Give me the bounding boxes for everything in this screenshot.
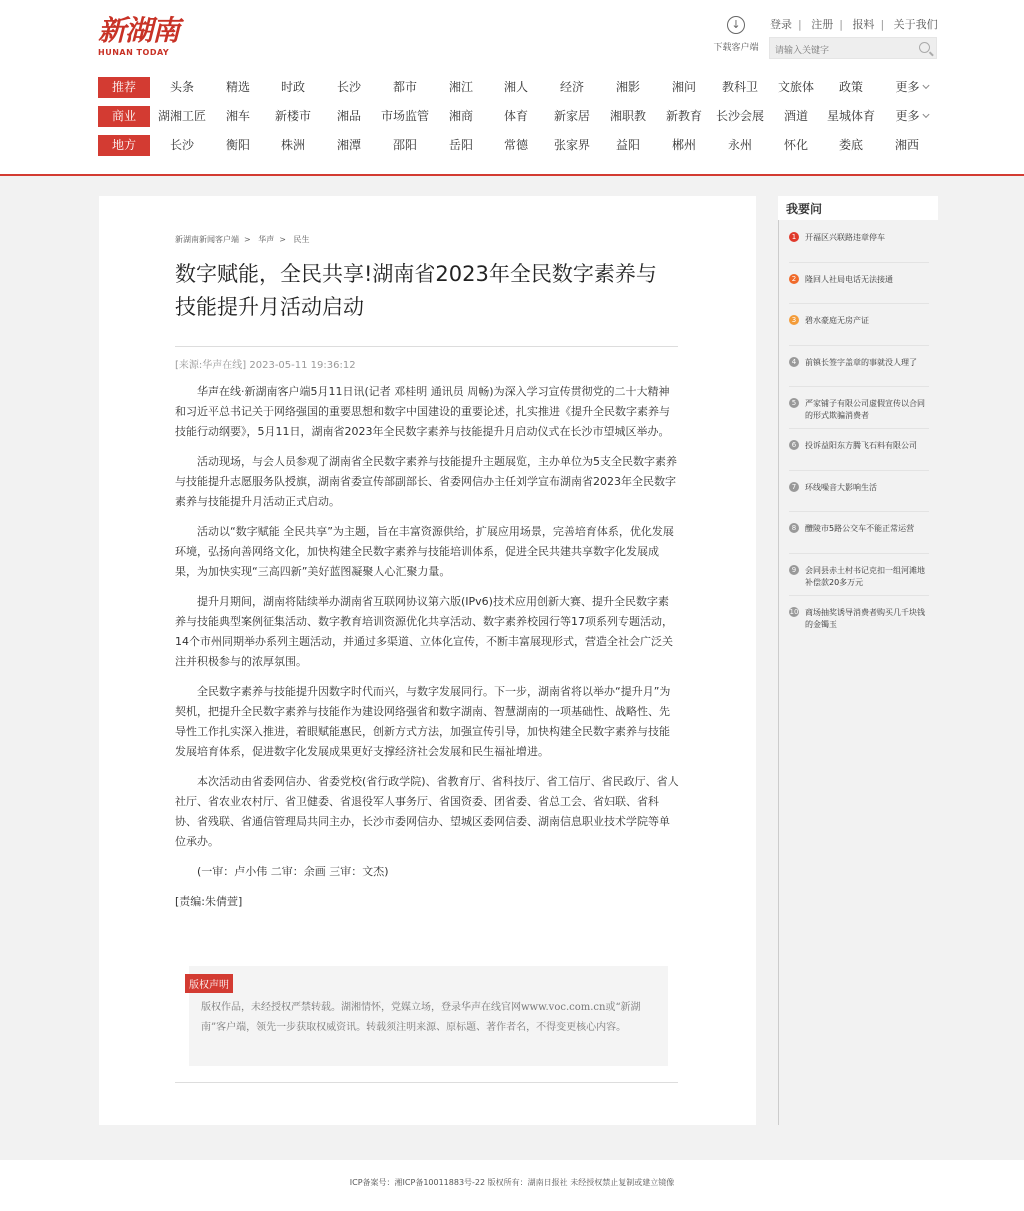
rank-badge: 8	[789, 523, 799, 533]
sidebar-item-text: 开福区兴联路违章停车	[805, 233, 885, 242]
site-header	[0, 0, 1024, 176]
nav-more-1[interactable]	[895, 77, 928, 98]
download-icon: ↓	[727, 16, 745, 34]
divider	[789, 595, 929, 596]
nav-item[interactable]: 长沙	[169, 138, 195, 152]
nav-item[interactable]: 张家界	[553, 138, 591, 152]
sidebar-item[interactable]	[789, 398, 929, 422]
editor-line: [责编:朱倩萱]	[175, 895, 243, 908]
paragraph: 活动以“数字赋能 全民共享”为主题，旨在丰富资源供给，扩展应用场景，完善培育体系，优化发展环境，弘扬向善网络文化，加快构建全民数字素养与技能培训体系，促进全民共建共享数字化发展成果，为加快实现“三高四新”美好蓝图凝聚人心汇聚力量。	[175, 525, 674, 578]
nav-item[interactable]: 郴州	[671, 138, 697, 152]
copyright-tag: 版权声明	[185, 974, 233, 993]
nav-item[interactable]: 益阳	[615, 138, 641, 152]
sidebar-item-text: 商场抽奖诱导消费者购买几千块钱的金镯玉	[805, 608, 925, 629]
nav-item[interactable]: 政策	[838, 80, 864, 94]
nav-tag-local[interactable]: 地方	[98, 135, 150, 156]
divider	[175, 346, 678, 347]
nav-item[interactable]: 湖湘工匠	[157, 109, 207, 123]
about-link[interactable]: 关于我们	[893, 18, 938, 31]
nav-item[interactable]: 永州	[727, 138, 753, 152]
nav-item[interactable]: 衡阳	[225, 138, 251, 152]
download-label: 下载客户端	[713, 43, 759, 53]
rank-badge: 2	[789, 274, 799, 284]
nav-more-label: 更多	[895, 109, 920, 123]
source-suffix: ]	[242, 360, 247, 371]
chevron-down-icon	[922, 82, 929, 89]
nav-item[interactable]: 市场监管	[380, 109, 430, 123]
report-link[interactable]: 报料	[852, 18, 875, 31]
site-footer	[0, 1160, 1024, 1211]
nav-item[interactable]: 长沙会展	[715, 109, 765, 123]
rank-badge: 6	[789, 440, 799, 450]
rank-badge: 9	[789, 565, 799, 575]
login-link[interactable]: 登录	[770, 18, 792, 31]
nav-item[interactable]: 长沙	[336, 80, 362, 94]
nav-more-label: 更多	[895, 80, 920, 94]
nav-item[interactable]: 湘车	[225, 109, 251, 123]
top-links: 登录 | 注册 | 报料 | 关于我们	[770, 18, 938, 31]
nav-item[interactable]: 都市	[392, 80, 418, 94]
paragraph: 活动现场，与会人员参观了湖南省全民数字素养与技能提升主题展览，主办单位为5支全民数字素养与技能提升志愿服务队授旗，湖南省委宣传部副部长、省委网信办主任刘学宣布湖南省2023年全民数字素养与技能提升月活动正式启动。	[175, 455, 677, 508]
sidebar-item[interactable]	[789, 440, 929, 452]
article-meta	[175, 356, 356, 371]
reviewers-line: (一审：卢小伟 二审：余画 三审：文杰)	[197, 865, 389, 878]
logo-text-en: HUNAN TODAY	[98, 48, 170, 57]
nav-row-recommend	[98, 77, 938, 99]
sidebar-item-text: 隆回人社局电话无法接通	[805, 275, 893, 284]
publish-datetime: 2023-05-11 19:36:12	[249, 360, 356, 371]
rank-badge: 1	[789, 232, 799, 242]
nav-item[interactable]: 湘影	[615, 80, 641, 94]
nav-item[interactable]: 酒道	[783, 109, 809, 123]
nav-item[interactable]: 精选	[225, 80, 251, 94]
nav-item[interactable]: 新教育	[665, 109, 703, 123]
sidebar-item-text: 会同县赤土村书记克扣一组河滩地补偿款20多万元	[805, 566, 925, 587]
nav-item[interactable]: 湘商	[448, 109, 474, 123]
rank-badge: 4	[789, 357, 799, 367]
divider	[789, 262, 929, 263]
sidebar-item-text: 前镇长签字盖章的事就没人理了	[805, 358, 917, 367]
rank-badge: 3	[789, 315, 799, 325]
nav-item[interactable]: 湘潭	[336, 138, 362, 152]
nav-item[interactable]: 湘西	[894, 138, 920, 152]
nav-item[interactable]: 文旅体	[777, 80, 815, 94]
copyright-notice	[189, 966, 668, 1066]
nav-item[interactable]: 经济	[559, 80, 585, 94]
nav-tag-business[interactable]: 商业	[98, 106, 150, 127]
nav-row-business	[98, 106, 938, 128]
nav-item[interactable]: 头条	[169, 80, 195, 94]
breadcrumb-item[interactable]: 华声	[258, 235, 275, 244]
sidebar-item[interactable]	[789, 523, 929, 535]
paragraph: 提升月期间，湖南将陆续举办湖南省互联网协议第六版(IPv6)技术应用创新大赛、提升全民数字素养与技能典型案例征集活动、数字教育培训资源优化共享活动、数字素养校园行等17项系列专题活动，14个市州同期举办系列主题活动，并通过多渠道、立体化宣传，不断丰富展现形式，营造全社会广泛关注并积极参与的浓厚氛围。	[175, 595, 673, 668]
search-input[interactable]	[770, 41, 910, 61]
sidebar-title: 我要问	[778, 196, 938, 220]
search-box	[769, 37, 937, 59]
nav-item[interactable]: 湘江	[448, 80, 474, 94]
nav-item[interactable]: 湘品	[336, 109, 362, 123]
nav-item[interactable]: 教科卫	[721, 80, 759, 94]
divider	[789, 511, 929, 512]
sidebar-item[interactable]	[789, 232, 929, 244]
paragraph: 华声在线·新湖南客户端5月11日讯(记者 邓桂明 通讯员 周畅)为深入学习宣传贯彻党的二十大精神和习近平总书记关于网络强国的重要思想和数字中国建设的重要论述，扎实推进《提升全民数字素养与技能行动纲要》，5月11日，湖南省2023年全民数字素养与技能提升月启动仪式在长沙市望城区举办。	[175, 385, 670, 438]
nav-item[interactable]: 时政	[280, 80, 306, 94]
rank-badge: 5	[789, 398, 799, 408]
register-link[interactable]: 注册	[811, 18, 834, 31]
article-title: 数字赋能，全民共享!湖南省2023年全民数字素养与技能提升月活动启动	[175, 262, 657, 319]
breadcrumb-item[interactable]: 民生	[293, 235, 310, 244]
download-app-link[interactable]	[706, 16, 766, 53]
nav-item[interactable]: 常德	[503, 138, 529, 152]
nav-item[interactable]: 娄底	[838, 138, 864, 152]
nav-item[interactable]: 星城体育	[826, 109, 876, 123]
sidebar-ask	[778, 196, 938, 629]
nav-item[interactable]: 体育	[503, 109, 529, 123]
divider	[789, 303, 929, 304]
sidebar-item-text: 碧水豪庭无房产证	[805, 316, 869, 325]
divider	[789, 553, 929, 554]
nav-item[interactable]: 岳阳	[448, 138, 474, 152]
sidebar-item-text: 醴陵市5路公交车不能正常运营	[805, 524, 915, 533]
source-prefix: [来源:	[175, 360, 203, 371]
rank-badge: 7	[789, 482, 799, 492]
nav-item[interactable]: 新楼市	[274, 109, 312, 123]
nav-row-local	[98, 135, 938, 157]
article-container	[99, 196, 756, 1125]
nav-item[interactable]: 新家居	[553, 109, 591, 123]
footer-text: ICP备案号：湘ICP备10011883号-22 版权所有：湖南日报社 未经授权禁止复制或建立镜像	[349, 1178, 675, 1187]
sidebar-item[interactable]	[789, 607, 929, 631]
divider	[175, 1082, 678, 1083]
nav-item[interactable]: 湘人	[503, 80, 529, 94]
rank-badge: 10	[789, 608, 799, 616]
divider	[789, 345, 929, 346]
copyright-text: 版权作品，未经授权严禁转载。湖湘情怀，党媒立场，登录华声在线官网www.voc.com.cn或“新湖南”客户端，领先一步获取权威资讯。转载须注明来源、原标题、著作者名，不得变更核心内容。	[201, 1002, 641, 1033]
sidebar-item-text: 严家铺子有限公司虚假宣传以合同的形式欺骗消费者	[805, 399, 925, 420]
logo-text-cn: 新湖南	[98, 14, 180, 47]
nav-item[interactable]: 湘职教	[609, 109, 647, 123]
breadcrumb: 新湖南新闻客户端 > 华声 > 民生	[175, 235, 310, 244]
divider	[789, 470, 929, 471]
source-name[interactable]: 华声在线	[202, 360, 243, 371]
sidebar-item[interactable]	[789, 315, 929, 327]
article-body	[175, 382, 679, 922]
nav-tag-recommend[interactable]: 推荐	[98, 77, 150, 98]
nav-item[interactable]: 株洲	[280, 138, 306, 152]
sidebar-item[interactable]	[789, 565, 929, 589]
nav-more-2[interactable]	[895, 106, 928, 127]
paragraph: 全民数字素养与技能提升因数字时代而兴，与数字发展同行。下一步，湖南省将以举办“提升月”为契机，把提升全民数字素养与技能作为建设网络强省和数字湖南、智慧湖南的一项基础性、战略性、先导性工作扎实深入推进，着眼赋能惠民，创新方式方法，加强宣传引导，加快构建全民数字素养与技能发展培育体系，促进数字化发展成果更好支撑经济社会发展和民生福祉增进。	[175, 685, 671, 758]
nav-item[interactable]: 怀化	[783, 138, 809, 152]
chevron-down-icon	[922, 111, 929, 118]
paragraph: 本次活动由省委网信办、省委党校(省行政学院)、省教育厅、省科技厅、省工信厅、省民政厅、省人社厅、省农业农村厅、省卫健委、省退役军人事务厅、省国资委、团省委、省总工会、省妇联、省科协、省残联、省通信管理局共同主办，长沙市委网信办、望城区委网信委、湖南信息职业技术学院等单位承办。	[175, 775, 679, 848]
nav-item[interactable]: 湘问	[671, 80, 697, 94]
breadcrumb-item[interactable]: 新湖南新闻客户端	[175, 235, 239, 244]
site-logo[interactable]	[98, 14, 188, 64]
nav-item[interactable]: 邵阳	[392, 138, 418, 152]
divider	[789, 428, 929, 429]
divider	[789, 386, 929, 387]
search-icon[interactable]	[919, 42, 930, 53]
sidebar-item[interactable]	[789, 357, 929, 369]
sidebar-item[interactable]	[789, 274, 929, 286]
sidebar-list	[778, 220, 938, 1125]
sidebar-item-text: 环线噪音大影响生活	[805, 483, 877, 492]
sidebar-item-text: 投诉益阳东方腾飞石料有限公司	[805, 441, 917, 450]
sidebar-item[interactable]	[789, 482, 929, 494]
